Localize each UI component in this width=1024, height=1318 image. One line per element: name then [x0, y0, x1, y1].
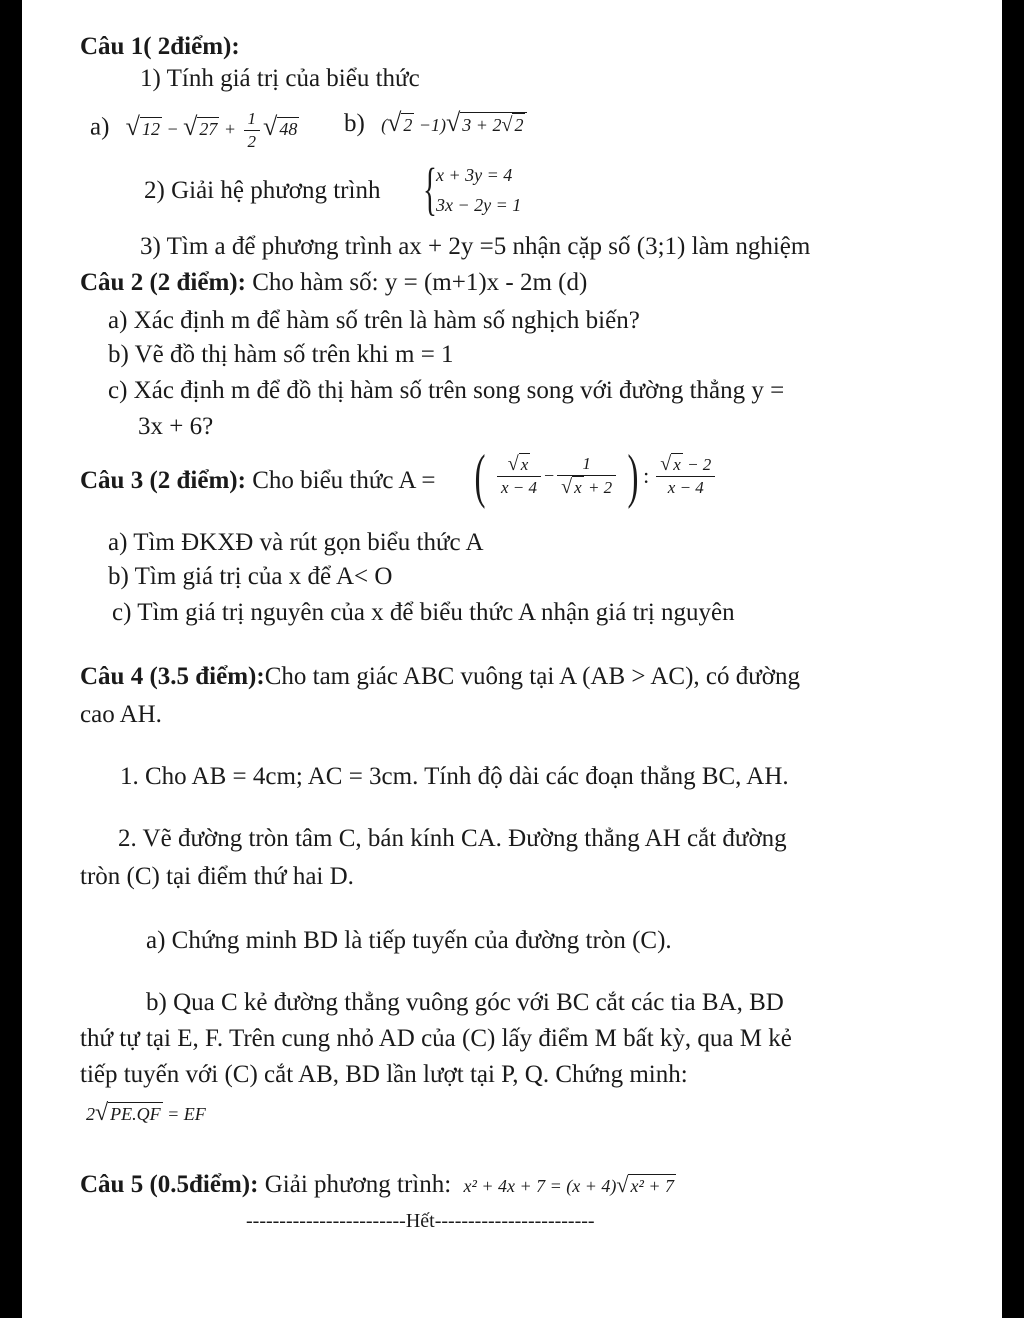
cau4-q2-line1: 2. Vẽ đường tròn tâm C, bán kính CA. Đường thẳng AH cắt đường — [118, 825, 787, 852]
cau1-part-a: a) √ 12 − √ 27 + $\frac{1}{2}$ √ 48 — [90, 109, 298, 151]
cau3-intro: Cho biểu thức A = — [245, 467, 436, 494]
cau2-c-line2: 3x + 6? — [138, 413, 214, 440]
f2-den-rad: x — [574, 478, 582, 497]
left-paren: ( — [474, 443, 486, 509]
brace-icon: { — [422, 156, 437, 221]
proof-rad: PE.QF — [110, 1104, 161, 1124]
cau2-a: a) Xác định m để hàm số trên là hàm số nghịch biến? — [108, 307, 640, 334]
cau4-line — [80, 662, 800, 692]
cau4-heading: Câu 4 (3.5 điểm): — [80, 663, 265, 690]
cau3-heading: Câu 3 (2 điểm): — [80, 467, 246, 494]
cau3-a: a) Tìm ĐKXĐ và rút gọn biểu thức A — [108, 529, 484, 556]
cau5-line: Câu 5 (0.5điểm): Giải phương trình: x² + 4x + 7 = (x + 4)√ x² + 7 — [80, 1171, 675, 1198]
exam-page — [22, 0, 1002, 1318]
cau2-c-line1: c) Xác định m để đồ thị hàm số trên song song với đường thẳng y = — [108, 377, 785, 404]
cau5-heading: Câu 5 (0.5điểm): — [80, 1171, 259, 1198]
right-paren: ) — [627, 443, 639, 509]
cau1-part3: 3) Tìm a để phương trình ax + 2y =5 nhận cặp số (3;1) làm nghiệm — [140, 233, 811, 260]
cau2-heading: Câu 2 (2 điểm): — [80, 269, 246, 296]
cau1-a-label: a) — [90, 113, 110, 141]
cau1-part-b: b) (√ 2 −1)√ 3 + 2√ 2 — [344, 108, 527, 140]
sqrt-2-inner: 2 — [514, 115, 524, 135]
cau3-expression: ( $\frac{√ x}{x - 4}$ − $\frac{1}{√ x + 2}$ ) : $\frac{√ x - 2}{x - 4}$ — [470, 446, 718, 516]
cau2-line — [80, 268, 587, 298]
end-marker: ------------------------Hết------------------------ — [246, 1210, 595, 1232]
cau1-b-label: b) — [344, 110, 365, 137]
cau4-intro2: cao AH. — [80, 701, 162, 728]
sqrt-2: 2 — [403, 115, 413, 135]
cau5-rad: x² + 7 — [630, 1176, 675, 1196]
cau4-qb-line2: thứ tự tại E, F. Trên cung nhỏ AD của (C) lấy điểm M bất kỳ, qua M kẻ — [80, 1025, 792, 1052]
cau2-b: b) Vẽ đồ thị hàm số trên khi m = 1 — [108, 341, 454, 368]
f3-num-rest: − 2 — [682, 455, 712, 474]
sqrt-12: 12 — [141, 118, 160, 139]
proof-rhs: = EF — [167, 1104, 206, 1124]
f2-den-rest: + 2 — [583, 478, 613, 497]
cau1-part1: 1) Tính giá trị của biểu thức — [140, 65, 420, 92]
cau5-lhs: x² + 4x + 7 = (x + 4) — [463, 1176, 617, 1196]
cau4-intro1: Cho tam giác ABC vuông tại A (AB > AC), có đường — [264, 663, 801, 690]
f1-den: x − 4 — [500, 478, 538, 497]
cau1-heading: Câu 1( 2điểm): — [80, 33, 240, 60]
half-den: 2 — [247, 132, 257, 151]
cau4-qa: a) Chứng minh BD là tiếp tuyến của đường tròn (C). — [146, 927, 672, 954]
f2-num: 1 — [557, 453, 616, 476]
f3-num-rad: x — [673, 455, 681, 474]
cau3-b: b) Tìm giá trị của x để A< O — [108, 563, 393, 590]
cau4-qb-line3: tiếp tuyến với (C) cắt AB, BD lần lượt tại P, Q. Chứng minh: — [80, 1061, 688, 1088]
cau4-q1: 1. Cho AB = 4cm; AC = 3cm. Tính độ dài các đoạn thẳng BC, AH. — [120, 763, 789, 790]
minus-one: −1 — [418, 115, 441, 135]
sqrt-48: 48 — [279, 118, 298, 139]
inner-rad: 3 + 2 — [462, 115, 502, 135]
cau3-line — [80, 466, 435, 496]
f3-den: x − 4 — [667, 478, 704, 497]
cau2-intro: Cho hàm số: y = (m+1)x - 2m (d) — [245, 269, 588, 296]
proof-coef: 2 — [86, 1104, 95, 1124]
half-num: 1 — [244, 108, 261, 131]
cau3-c: c) Tìm giá trị nguyên của x để biểu thức A nhận giá trị nguyên — [112, 599, 735, 626]
f1-num: x — [520, 455, 529, 474]
cau1-part2: 2) Giải hệ phương trình — [144, 177, 381, 204]
cau4-q2-line2: tròn (C) tại điểm thứ hai D. — [80, 863, 354, 890]
cau4-proof-formula: 2√ PE.QF = EF — [86, 1100, 206, 1126]
sqrt-27: 27 — [199, 118, 218, 139]
cau5-intro: Giải phương trình: — [258, 1171, 452, 1198]
cau4-qb-line1: b) Qua C kẻ đường thẳng vuông góc với BC cắt các tia BA, BD — [146, 989, 784, 1016]
sys-eq-2: 3x − 2y = 1 — [436, 195, 522, 215]
sys-eq-1: x + 3y = 4 — [436, 165, 513, 185]
